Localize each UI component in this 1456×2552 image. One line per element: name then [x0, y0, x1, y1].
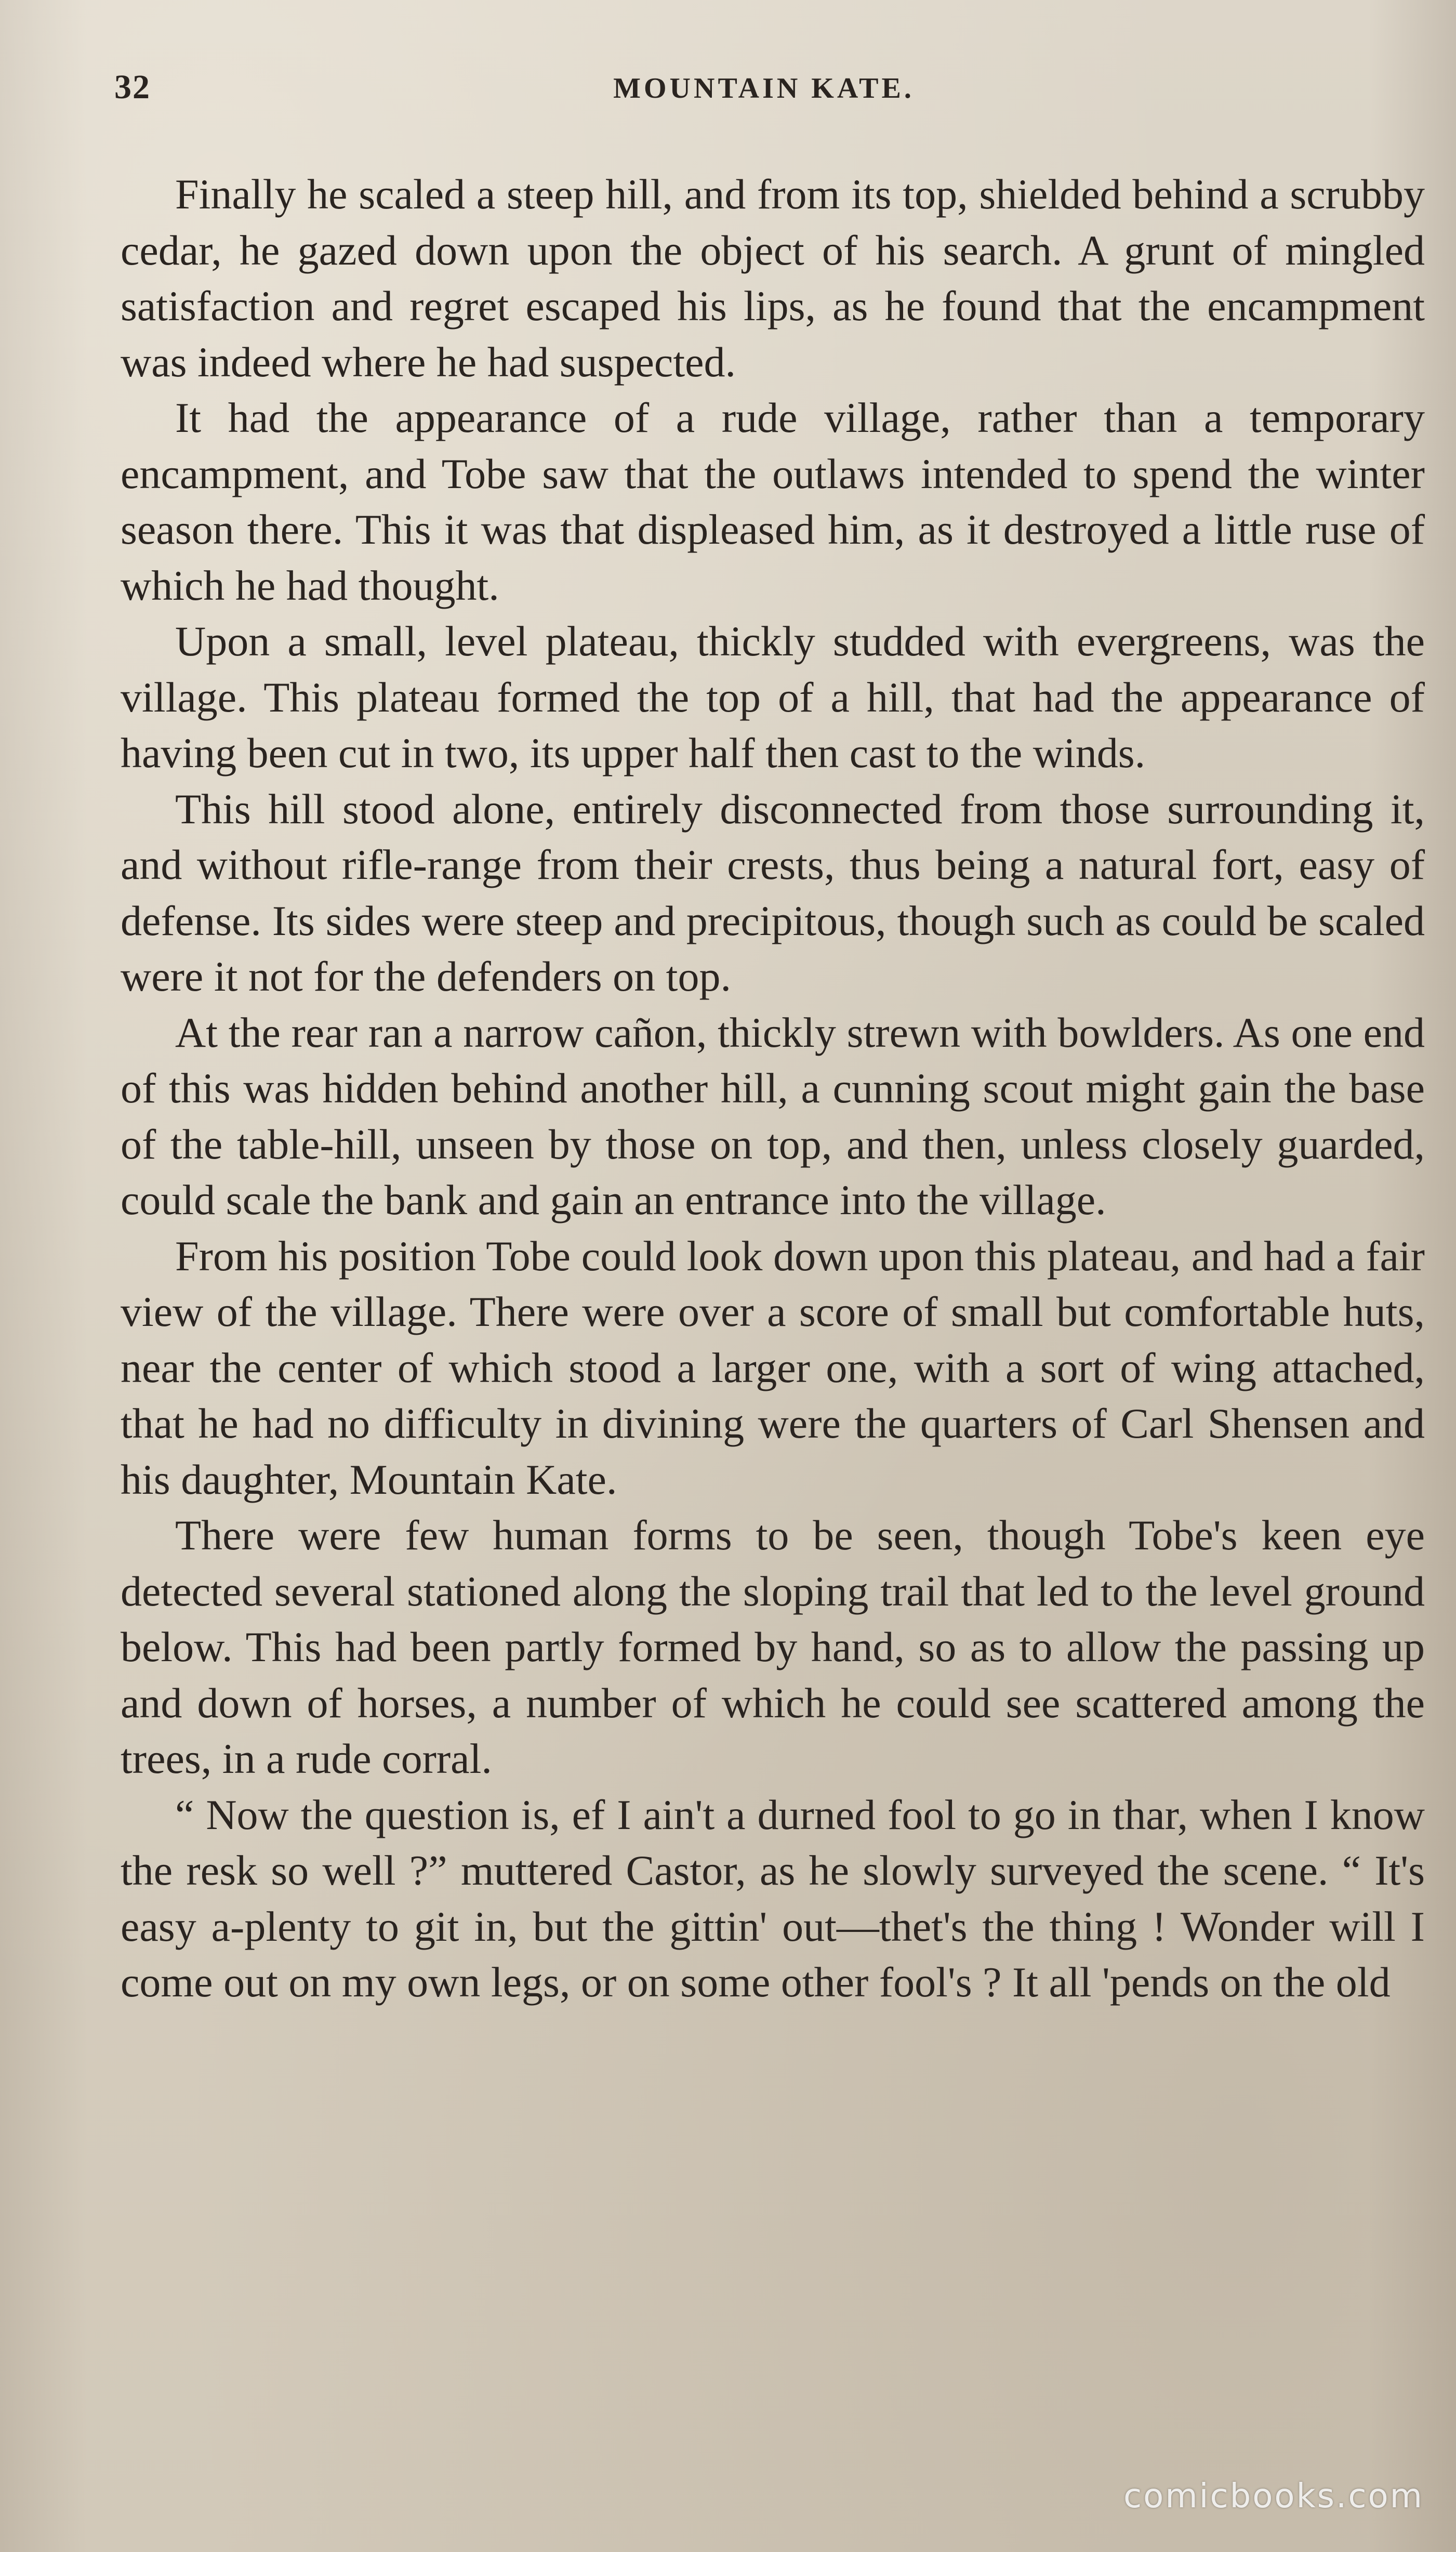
paragraph: This hill stood alone, entirely disconnected from those surrounding it, and without rifle-range from their crests, thus being a natural fort, easy of defense. Its sides were steep and precipitous, though such as could be scaled were it not for the defenders on top. — [121, 785, 1425, 1000]
paragraph: At the rear ran a narrow cañon, thickly strewn with bowlders. As one end of this was hidden behind another hill, a cunning scout might gain the base of the table-hill, unseen by those on top, and then, unless closely guarded, could scale the bank and gain an entrance into the village. — [121, 1008, 1425, 1224]
paragraph: From his position Tobe could look down upon this plateau, and had a fair view of the village. There were over a score of small but comfortable huts, near the center of which stood a larger one, with a sort of wing attached, that he had no difficulty in divining were the quarters of Carl Shensen and his daughter, Mountain Kate. — [121, 1232, 1425, 1503]
site-watermark: comicbooks.com — [1123, 2477, 1424, 2516]
paragraph: There were few human forms to be seen, though Tobe's keen eye detected several stationed along the sloping trail that led to the level ground below. This had been partly formed by hand, so as to allow the passing up and down of horses, a number of which he could see scattered among the trees, in a rude corral. — [121, 1511, 1425, 1782]
paragraph: “ Now the question is, ef I ain't a durned fool to go in thar, when I know the resk so well ?” muttered Castor, as he slowly surveyed the scene. “ It's easy a-plenty to git in, but the gittin' out—thet's the thing ! Wonder will I come out on my own legs, or on some other fool's ? It all 'pends on the old — [121, 1791, 1425, 2006]
paragraph: Finally he scaled a steep hill, and from its top, shielded behind a scrubby cedar, he gazed down upon the object of his search. A grunt of mingled satisfaction and regret escaped his lips, as he found that the encampment was indeed where he had suspected. — [121, 170, 1425, 386]
running-title: MOUNTAIN KATE. — [613, 72, 915, 104]
paragraph: It had the appearance of a rude village, rather than a temporary encampment, and Tobe saw that the outlaws intended to spend the winter season there. This it was that displeased him, as it destroyed a little ruse of which he had thought. — [121, 394, 1425, 609]
body-text — [121, 166, 1425, 2010]
paragraph: Upon a small, level plateau, thickly studded with evergreens, was the village. This plateau formed the top of a hill, that had the appearance of having been cut in two, its upper half then cast to the winds. — [121, 617, 1425, 777]
page-header — [114, 57, 1413, 120]
page-number: 32 — [114, 68, 151, 106]
